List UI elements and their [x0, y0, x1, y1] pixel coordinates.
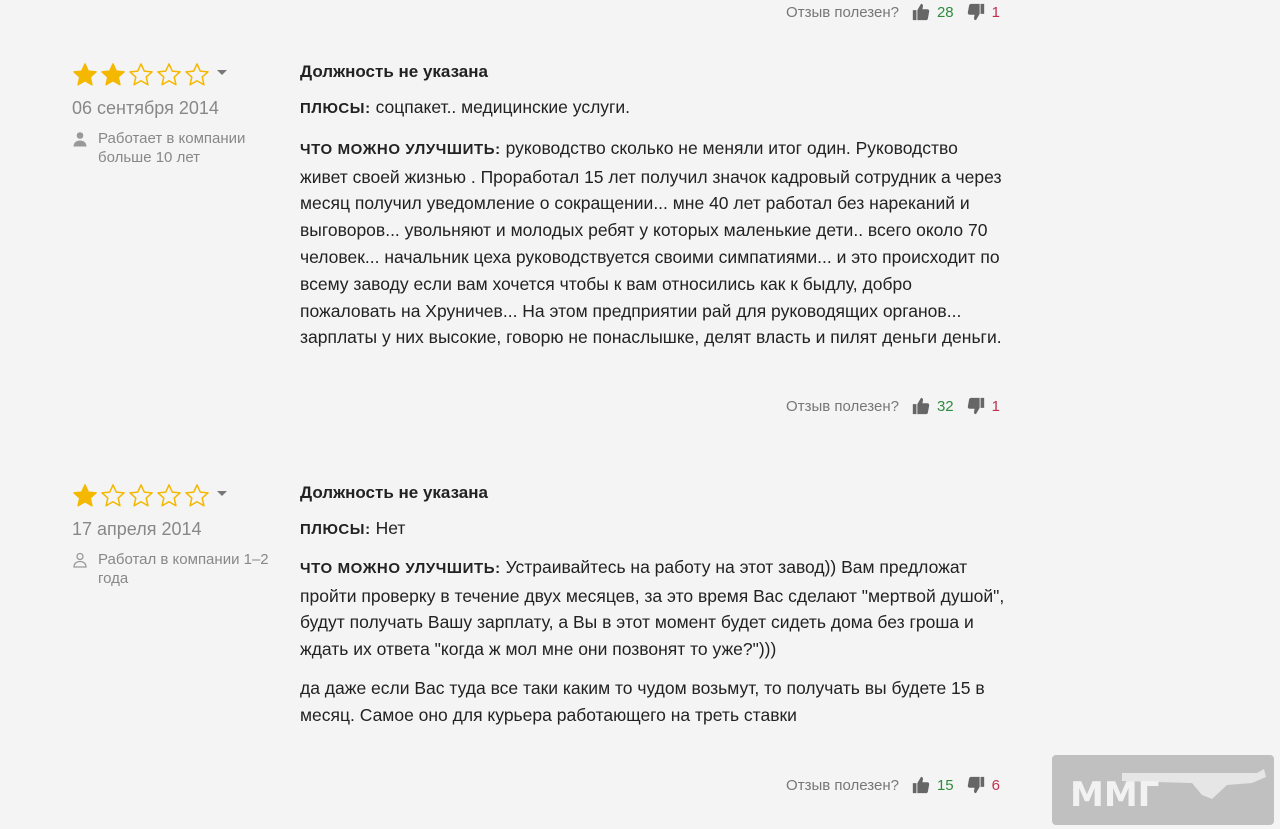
helpful-label: Отзыв полезен? — [786, 776, 899, 794]
star-empty-icon — [184, 483, 210, 509]
cons — [300, 554, 1005, 663]
review-body — [300, 483, 1005, 729]
pros-text: Нет — [375, 518, 406, 538]
review-body — [300, 62, 1005, 351]
chevron-down-icon[interactable] — [216, 66, 228, 78]
person-filled-icon — [72, 131, 88, 147]
chevron-down-icon[interactable] — [216, 487, 228, 499]
cons-label: ЧТО МОЖНО УЛУЧШИТЬ: — [300, 559, 501, 577]
helpful-down-count: 1 — [991, 3, 1000, 21]
review-date: 06 сентября 2014 — [72, 98, 219, 118]
star-empty-icon — [156, 62, 182, 88]
cons-label: ЧТО МОЖНО УЛУЧШИТЬ: — [300, 140, 501, 158]
star-empty-icon — [156, 483, 182, 509]
helpful-row — [786, 396, 1000, 416]
pros-label: ПЛЮСЫ: — [300, 100, 371, 117]
pros-label: ПЛЮСЫ: — [300, 521, 371, 538]
thumb-up-icon[interactable] — [911, 775, 931, 795]
thumb-down-icon[interactable] — [966, 2, 986, 22]
tenure — [72, 129, 282, 167]
tenure — [72, 550, 282, 588]
star-empty-icon — [128, 483, 154, 509]
cons-text: Устраивайтесь на работу на этот завод)) Вам предложат пройти проверку в течение двух месяцев, за это время Вас сделают "мертвой душой", будут получать Вашу зарплату, а Вы в этот момент будет сидеть дома без гроша и ждать их ответа "когда ж мол мне они позвонят то уже?"))) — [300, 556, 1005, 660]
review-extra-text: да даже если Вас туда все таки каким то чудом возьмут, то получать вы будете 15 в месяц. Самое оно для курьера работающего на треть ставки — [300, 677, 985, 725]
pros — [300, 515, 1005, 544]
pros-text: соцпакет.. медицинские услуги. — [375, 97, 631, 117]
helpful-down-count: 6 — [991, 776, 1000, 794]
star-filled-icon — [100, 62, 126, 88]
tenure-text: Работает в компании больше 10 лет — [98, 130, 246, 166]
helpful-row-top — [786, 2, 1000, 22]
star-empty-icon — [128, 62, 154, 88]
position-title: Должность не указана — [300, 483, 488, 502]
thumb-down-icon[interactable] — [966, 396, 986, 416]
review-meta — [72, 62, 282, 167]
helpful-up-count: 28 — [936, 3, 954, 21]
star-filled-icon — [72, 483, 98, 509]
helpful-label: Отзыв полезен? — [786, 397, 899, 415]
helpful-label: Отзыв полезен? — [786, 3, 899, 21]
star-filled-icon — [72, 62, 98, 88]
watermark-text: ММГ — [1070, 775, 1160, 815]
review-meta — [72, 483, 282, 588]
pros — [300, 94, 1005, 123]
helpful-down-count: 1 — [991, 397, 1000, 415]
review-date: 17 апреля 2014 — [72, 519, 202, 539]
cons-text: руководство сколько не меняли итог один. Руководство живет своей жизнью . Проработал 15 лет получил значок кадровый сотрудник а через месяц получил уведомление о сокращении... мне 40 лет работал без нареканий и выговоров... увольняют и молодых ребят у которых маленькие дети.. всего около 70 человек... начальник цеха руководствуется своими симпатиями... и это происходит по всему заводу если вам хочется чтобы к вам относились как к быдлу, добро пожаловать на Хруничев... На этом предприятии рай для руководящих органов... зарплаты у них высокие, говорю не понаслышке, делят власть и пилят деньги деньги. — [300, 137, 1002, 348]
helpful-up-count: 15 — [936, 776, 954, 794]
thumb-down-icon[interactable] — [966, 775, 986, 795]
star-rating[interactable] — [72, 483, 282, 509]
watermark — [1052, 755, 1274, 825]
position-title: Должность не указана — [300, 62, 488, 81]
helpful-up-count: 32 — [936, 397, 954, 415]
person-outline-icon — [72, 552, 88, 568]
tenure-text: Работал в компании 1–2 года — [98, 551, 269, 587]
star-empty-icon — [100, 483, 126, 509]
star-empty-icon — [184, 62, 210, 88]
star-rating[interactable] — [72, 62, 282, 88]
thumb-up-icon[interactable] — [911, 396, 931, 416]
cons — [300, 135, 1005, 351]
thumb-up-icon[interactable] — [911, 2, 931, 22]
helpful-row — [786, 775, 1000, 795]
